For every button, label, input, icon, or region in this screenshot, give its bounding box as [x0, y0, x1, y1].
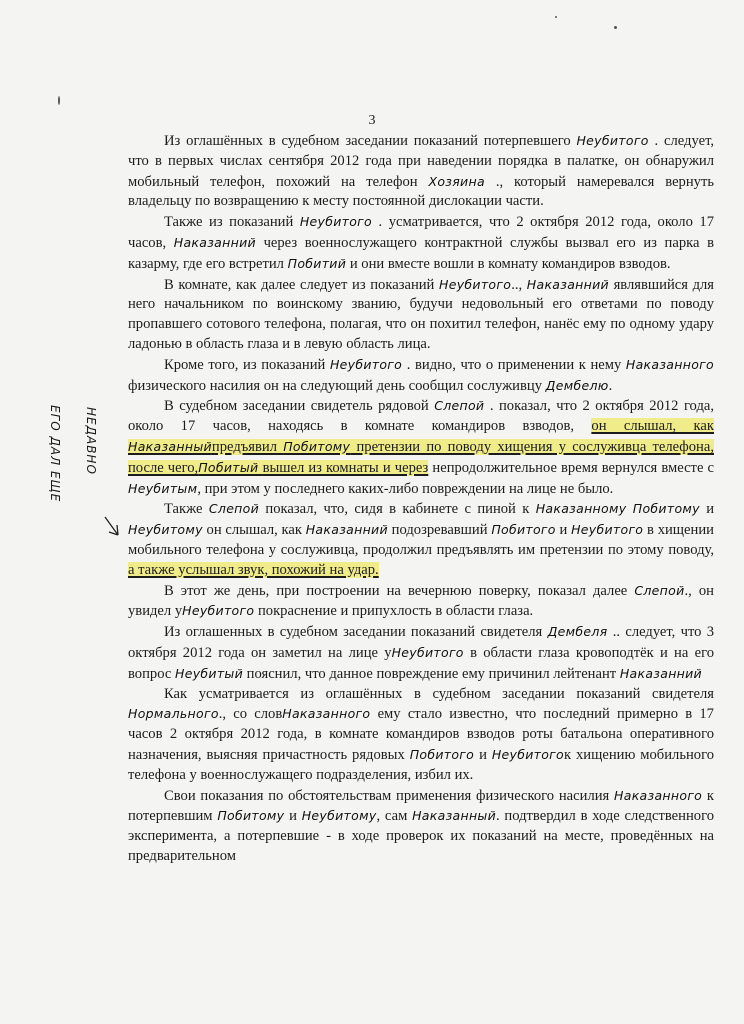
- handwritten-name: Наказанний: [619, 665, 702, 681]
- highlighted-passage: он слышал, как Наказанныйпредъявил Побитому претензии по поводу хищения у сослуживца телефона, после чего,Побитый вышел из комнаты и через: [128, 418, 714, 476]
- scan-speck: [58, 96, 60, 105]
- handwritten-name: Наказанний: [305, 522, 388, 538]
- handwritten-name: Наказанный: [128, 438, 212, 454]
- paragraph: Из оглашённых в судебном заседании показаний потерпевшего Неубитого . следует, что в первых числах сентября 2012 года при наведении порядка в палатке, он обнаружил мобильный телефон, похожий на телефон Хозяина ., который намеревался вернуть владельцу по возвращению к месту постоянной дислокации части.: [128, 133, 714, 210]
- margin-note-upper: ЕГО ДАЛ ЕЩЕ: [48, 405, 62, 503]
- handwritten-name: Побитого: [409, 746, 475, 762]
- handwritten-name: Наказанного: [282, 706, 371, 722]
- paragraph: Свои показания по обстоятельствам применения физического насилия Наказанного к потерпевшим Побитому и Неубитому, сам Наказанный. подтвердил в ходе следственного эксперимента, а потерпевшие - в ходе проверок их показаний на месте, проведённых на предварительном: [128, 787, 715, 864]
- paragraph: В судебном заседании свидетель рядовой Слепой . показал, что 2 октября 2012 года, около 17 часов, находясь в комнате командиров взводов, он слышал, как Наказанныйпредъявил Побитому претензии по поводу хищения у сослуживца телефона, после чего,Побитый вышел из комнаты и через непродолжительное время вернулся вместе с Неубитым, при этом у последнего каких-либо повреждении на лице не было.: [128, 398, 714, 497]
- highlighted-passage: а также услышал звук, похожий на удар.: [128, 561, 379, 578]
- handwritten-name: Неубитого: [571, 522, 644, 538]
- margin-note-lower: НЕДАВНО: [84, 407, 98, 475]
- paragraph: Из оглашенных в судебном заседании показаний свидетеля Дембеля .. следует, что 3 октября 2012 года он заметил на лице уНеубитого в области глаза кровоподтёк и на его вопрос Неубитый пояснил, что данное повреждение ему причинил лейтенант Наказанний: [128, 624, 715, 682]
- handwritten-name: Побитому: [217, 808, 285, 824]
- handwritten-name: Наказанний: [526, 276, 609, 292]
- handwritten-name: Неубитого: [329, 356, 403, 372]
- handwritten-name: Наказанний: [173, 234, 256, 250]
- scan-speck: [555, 16, 557, 18]
- handwritten-name: Неубитого: [391, 644, 464, 660]
- handwritten-name: Дембелю: [545, 377, 609, 393]
- handwritten-name: Побитого: [491, 522, 556, 538]
- handwritten-name: Слепой: [208, 501, 260, 517]
- handwritten-name: Неубитого: [299, 214, 372, 230]
- handwritten-name: Наказанного: [625, 356, 714, 372]
- handwritten-name: Побитий: [287, 255, 347, 271]
- handwritten-name: Неубитому: [301, 808, 377, 824]
- handwritten-name: Неубитому: [128, 522, 203, 538]
- handwritten-name: Слепой: [434, 398, 485, 414]
- handwritten-name: Наказанного: [614, 787, 703, 803]
- paragraph: В комнате, как далее следует из показаний Неубитого.., Наказанний являвшийся для него начальником по воинскому званию, будучи недовольный его ответами по поводу пропавшего сотового телефона, полагая, что он похитил телефон, нанёс ему по одному удару ладонью в область глаза и в левую область лица.: [128, 276, 714, 352]
- handwritten-name: Наказанный: [412, 808, 497, 824]
- document-body: [128, 131, 714, 867]
- handwritten-name: Побитому: [632, 501, 700, 517]
- margin-arrow-icon: [103, 515, 125, 541]
- handwritten-name: Неубитого: [576, 133, 649, 148]
- paragraph: Также Слепой показал, что, сидя в кабинете с пиной к Наказанному Побитому и Неубитому он слышал, как Наказанний подозревавший Побитого и Неубитого в хищении мобильного телефона у сослуживца, продолжил предъявлять им претензии по этому поводу, а также услышал звук, похожий на удар.: [128, 501, 715, 578]
- handwritten-name: Неубитого: [439, 276, 512, 292]
- paragraph: В этот же день, при построении на вечернюю поверку, показал далее Слепой., он увидел уНеубитого покраснение и припухлость в области глаза.: [128, 582, 714, 620]
- handwritten-name: Побитому: [283, 438, 351, 454]
- paragraph: Также из показаний Неубитого . усматривается, что 2 октября 2012 года, около 17 часов, Наказанний через военнослужащего контрактной службы вызвал его из парка в казарму, где его встретил Побитий и они вместе вошли в комнату командиров взводов.: [128, 214, 714, 272]
- handwritten-name: Хозяина: [428, 173, 485, 189]
- handwritten-name: Неубитым: [128, 480, 198, 496]
- handwritten-name: Побитый: [198, 459, 259, 475]
- paragraph: Как усматривается из оглашённых в судебном заседании показаний свидетеля Нормального., со словНаказанного ему стало известно, что последний примерно в 17 часов 2 октября 2012 года, в комнате командиров взводов роты батальона оперативного назначения, выясняя причастность рядовых Побитого и Неубитогок хищению мобильного телефона у военнослужащего подразделения, избил их.: [128, 685, 715, 783]
- scan-speck: [614, 26, 617, 29]
- handwritten-name: Слепой: [634, 582, 685, 598]
- handwritten-name: Дембеля: [547, 624, 608, 640]
- handwritten-name: Нормального: [128, 706, 219, 722]
- page-number: 3: [368, 113, 376, 128]
- handwritten-name: Неубитого: [491, 746, 564, 762]
- handwritten-name: Неубитый: [175, 665, 243, 681]
- paragraph: Кроме того, из показаний Неубитого . видно, что о применении к нему Наказанного физического насилия он на следующий день сообщил сослуживцу Дембелю.: [128, 356, 714, 394]
- handwritten-name: Наказанному: [535, 501, 627, 517]
- handwritten-name: Неубитого: [182, 603, 255, 619]
